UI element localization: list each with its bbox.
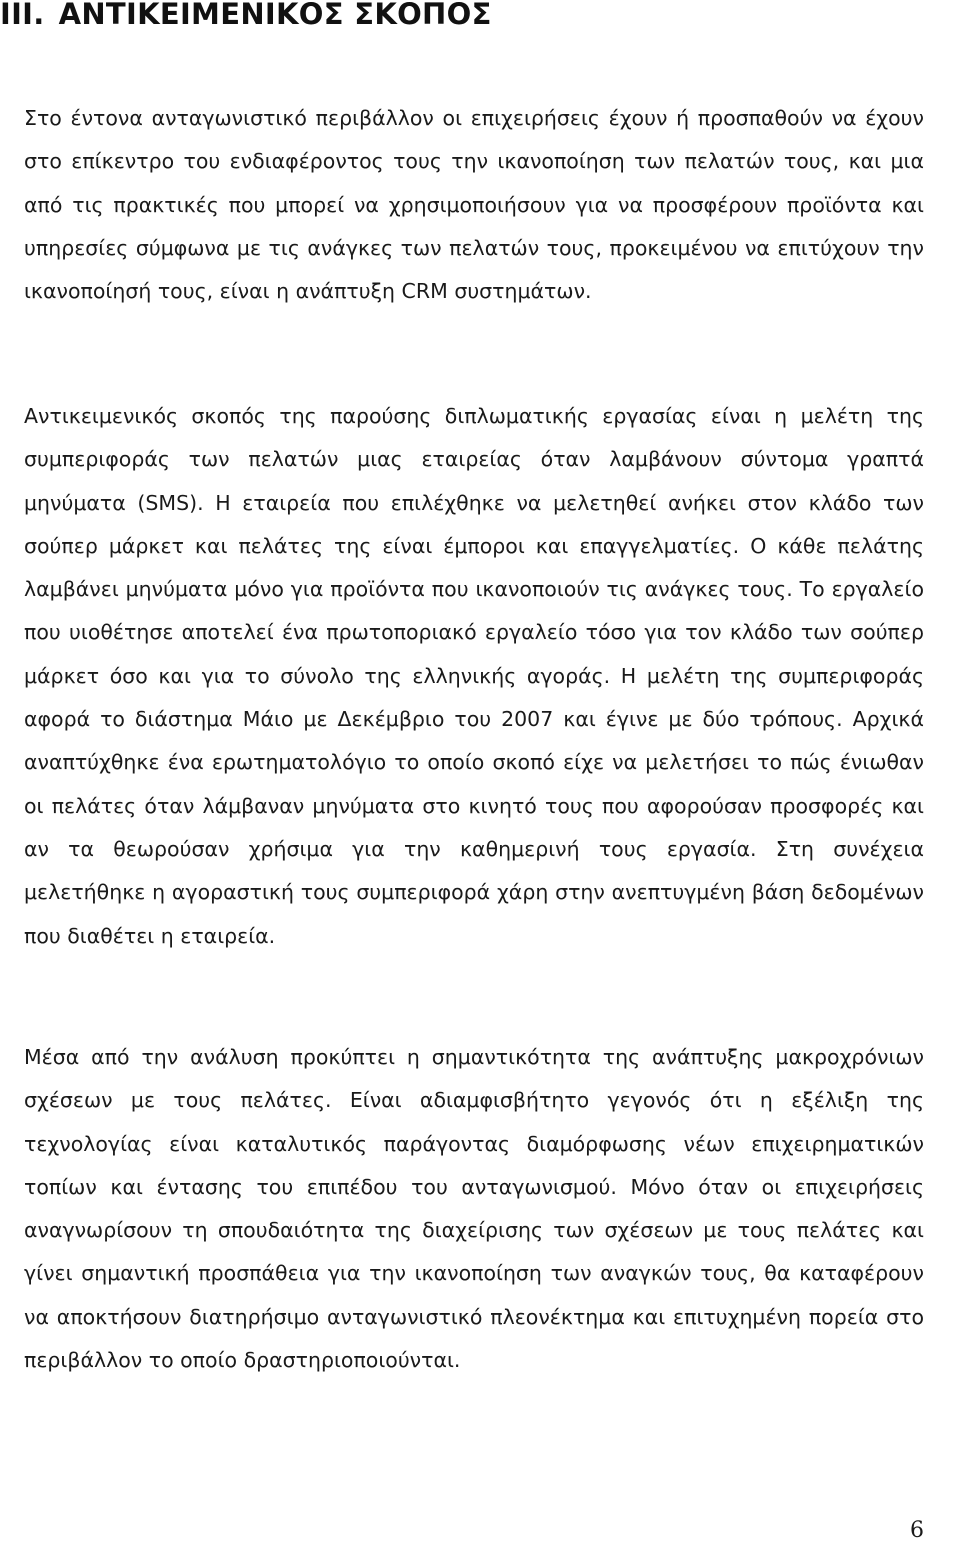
section-numeral: III. bbox=[0, 0, 45, 31]
paragraph-objective: Αντικειμενικός σκοπός της παρούσης διπλωματικής εργασίας είναι η μελέτη της συμπεριφοράς των πελατών μιας εταιρείας όταν λαμβάνουν σύντομα γραπτά μηνύματα (SMS). Η εταιρεία που επιλέχθηκε να μελετηθεί ανήκει στον κλάδο των σούπερ μάρκετ και πελάτες της είναι έμποροι και επαγγελματίες. Ο κάθε πελάτης λαμβάνει μηνύματα μόνο για προϊόντα που ικανοποιούν τις ανάγκες τους. Το εργαλείο που υιοθέτησε αποτελεί ένα πρωτοποριακό εργαλείο τόσο για τον κλάδο των σούπερ μάρκετ όσο και για το σύνολο της ελληνικής αγοράς. Η μελέτη της συμπεριφοράς αφορά το διάστημα Μάιο με Δεκέμβριο του 2007 και έγινε με δύο τρόπους. Αρχικά αναπτύχθηκε ένα ερωτηματολόγιο το οποίο σκοπό είχε να μελετήσει το πώς ένιωθαν οι πελάτες όταν λάμβαναν μηνύματα στο κινητό τους που αφορούσαν προσφορές και αν τα θεωρούσαν χρήσιμα για την καθημερινή τους εργασία. Στη συνέχεια μελετήθηκε η αγοραστική τους συμπεριφορά χάρη στην ανεπτυγμένη βάση δεδομένων που διαθέτει η εταιρεία. bbox=[24, 404, 924, 948]
section-title: ΑΝΤΙΚΕΙΜΕΝΙΚΟΣ ΣΚΟΠΟΣ bbox=[58, 0, 492, 31]
paragraph-conclusion: Μέσα από την ανάλυση προκύπτει η σημαντικότητα της ανάπτυξης μακροχρόνιων σχέσεων με τους πελάτες. Είναι αδιαμφισβήτητο γεγονός ότι η εξέλιξη της τεχνολογίας είναι καταλυτικός παράγοντας διαμόρφωσης νέων επιχειρηματικών τοπίων και έντασης του επιπέδου του ανταγωνισμού. Μόνο όταν οι επιχειρήσεις αναγνωρίσουν τη σπουδαιότητα της διαχείρισης των σχέσεων με τους πελάτες και γίνει σημαντική προσπάθεια για την ικανοποίηση των αναγκών τους, θα καταφέρουν να αποκτήσουν διατηρήσιμο ανταγωνιστικό πλεονέκτημα και επιτυχημένη πορεία στο περιβάλλον το οποίο δραστηριοποιούνται. bbox=[24, 1045, 924, 1373]
section-heading bbox=[0, 0, 492, 32]
paragraph-intro: Στο έντονα ανταγωνιστικό περιβάλλον οι επιχειρήσεις έχουν ή προσπαθούν να έχουν στο επίκεντρο του ενδιαφέροντος τους την ικανοποίηση των πελατών τους, και μια από τις πρακτικές που μπορεί να χρησιμοποιήσουν για να προσφέρουν προϊόντα και υπηρεσίες σύμφωνα με τις ανάγκες των πελατών τους, προκειμένου να επιτύχουν την ικανοποίησή τους, είναι η ανάπτυξη CRM συστημάτων. bbox=[24, 106, 924, 304]
page-number: 6 bbox=[910, 1518, 924, 1543]
